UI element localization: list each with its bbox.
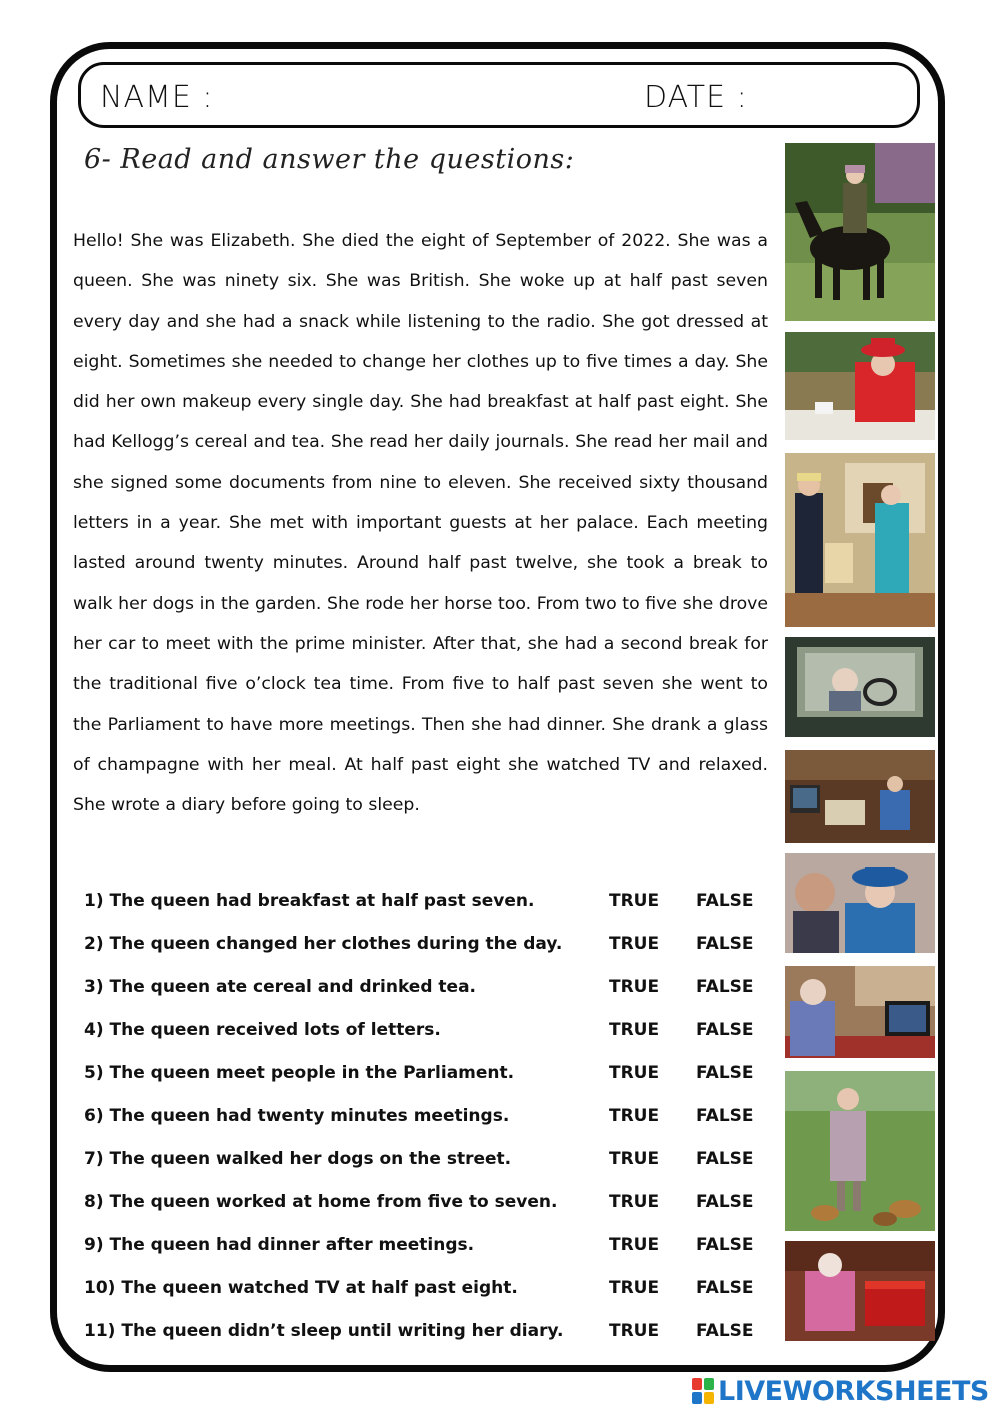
true-option[interactable]: TRUE xyxy=(609,891,660,911)
false-option[interactable]: FALSE xyxy=(696,1192,754,1212)
photo-queen-meeting xyxy=(785,453,935,627)
question-list xyxy=(84,885,774,1358)
true-option[interactable]: TRUE xyxy=(609,1106,660,1126)
false-option[interactable]: FALSE xyxy=(696,1063,754,1083)
question-text: 4) The queen received lots of letters. xyxy=(84,1020,441,1040)
liveworksheets-logo-icon xyxy=(692,1378,714,1404)
true-option[interactable]: TRUE xyxy=(609,977,660,997)
date-label: DATE : xyxy=(644,80,748,115)
true-option[interactable]: TRUE xyxy=(609,1063,660,1083)
question-row xyxy=(84,1100,774,1143)
true-option[interactable]: TRUE xyxy=(609,1278,660,1298)
false-option[interactable]: FALSE xyxy=(696,1321,754,1341)
false-option[interactable]: FALSE xyxy=(696,1235,754,1255)
photo-queen-video-call xyxy=(785,966,935,1058)
question-row xyxy=(84,885,774,928)
question-row xyxy=(84,1057,774,1100)
brand-name: LIVEWORKSHEETS xyxy=(718,1375,989,1407)
photo-queen-eating xyxy=(785,853,935,953)
photo-queen-tea xyxy=(785,332,935,440)
reading-passage: Hello! She was Elizabeth. She died the eight of September of 2022. She was a queen. She was ninety six. She was British. She woke up at half past seven every day and she had a snack while listening to the radio. She got dressed at eight. Sometimes she needed to change her clothes up to five times a day. She did her own makeup every single day. She had breakfast at half past eight. She had Kellogg’s cereal and tea. She read her daily journals. She read her mail and she signed some documents from nine to eleven. She received sixty thousand letters in a year. She met with important guests at her palace. Each meeting lasted around twenty minutes. Around half past twelve, she took a break to walk her dogs in the garden. She rode her horse too. From two to five she drove her car to meet with the prime minister. After that, she had a second break for the traditional five o’clock tea time. From five to half past seven she went to the Parliament to have more meetings. Then she had dinner. She drank a glass of champagne with her meal. At half past eight she watched TV and relaxed. She wrote a diary before going to sleep. xyxy=(73,231,768,816)
liveworksheets-brand xyxy=(692,1374,989,1408)
false-option[interactable]: FALSE xyxy=(696,891,754,911)
true-option[interactable]: TRUE xyxy=(609,1321,660,1341)
exercise-title: 6- Read and answer the questions: xyxy=(84,144,575,175)
true-option[interactable]: TRUE xyxy=(609,934,660,954)
question-row xyxy=(84,1014,774,1057)
false-option[interactable]: FALSE xyxy=(696,1278,754,1298)
question-text: 7) The queen walked her dogs on the street. xyxy=(84,1149,512,1169)
question-row xyxy=(84,928,774,971)
false-option[interactable]: FALSE xyxy=(696,1149,754,1169)
question-text: 2) The queen changed her clothes during the day. xyxy=(84,934,563,954)
question-text: 10) The queen watched TV at half past eight. xyxy=(84,1278,518,1298)
question-text: 11) The queen didn’t sleep until writing her diary. xyxy=(84,1321,564,1341)
photo-queen-riding-horse xyxy=(785,143,935,321)
question-row xyxy=(84,971,774,1014)
question-row xyxy=(84,1186,774,1229)
true-option[interactable]: TRUE xyxy=(609,1192,660,1212)
photo-queen-walking-dogs xyxy=(785,1071,935,1231)
question-text: 3) The queen ate cereal and drinked tea. xyxy=(84,977,476,997)
question-row xyxy=(84,1272,774,1315)
false-option[interactable]: FALSE xyxy=(696,977,754,997)
true-option[interactable]: TRUE xyxy=(609,1235,660,1255)
question-text: 6) The queen had twenty minutes meetings. xyxy=(84,1106,510,1126)
false-option[interactable]: FALSE xyxy=(696,934,754,954)
photo-queen-driving xyxy=(785,637,935,737)
false-option[interactable]: FALSE xyxy=(696,1106,754,1126)
photo-queen-watching-tv xyxy=(785,750,935,843)
question-text: 8) The queen worked at home from five to seven. xyxy=(84,1192,558,1212)
true-option[interactable]: TRUE xyxy=(609,1149,660,1169)
question-text: 1) The queen had breakfast at half past seven. xyxy=(84,891,535,911)
question-row xyxy=(84,1315,774,1358)
question-text: 9) The queen had dinner after meetings. xyxy=(84,1235,475,1255)
false-option[interactable]: FALSE xyxy=(696,1020,754,1040)
photo-queen-red-box xyxy=(785,1241,935,1341)
question-row xyxy=(84,1229,774,1272)
question-text: 5) The queen meet people in the Parliament. xyxy=(84,1063,515,1083)
true-option[interactable]: TRUE xyxy=(609,1020,660,1040)
name-label: NAME : xyxy=(100,80,214,115)
question-row xyxy=(84,1143,774,1186)
